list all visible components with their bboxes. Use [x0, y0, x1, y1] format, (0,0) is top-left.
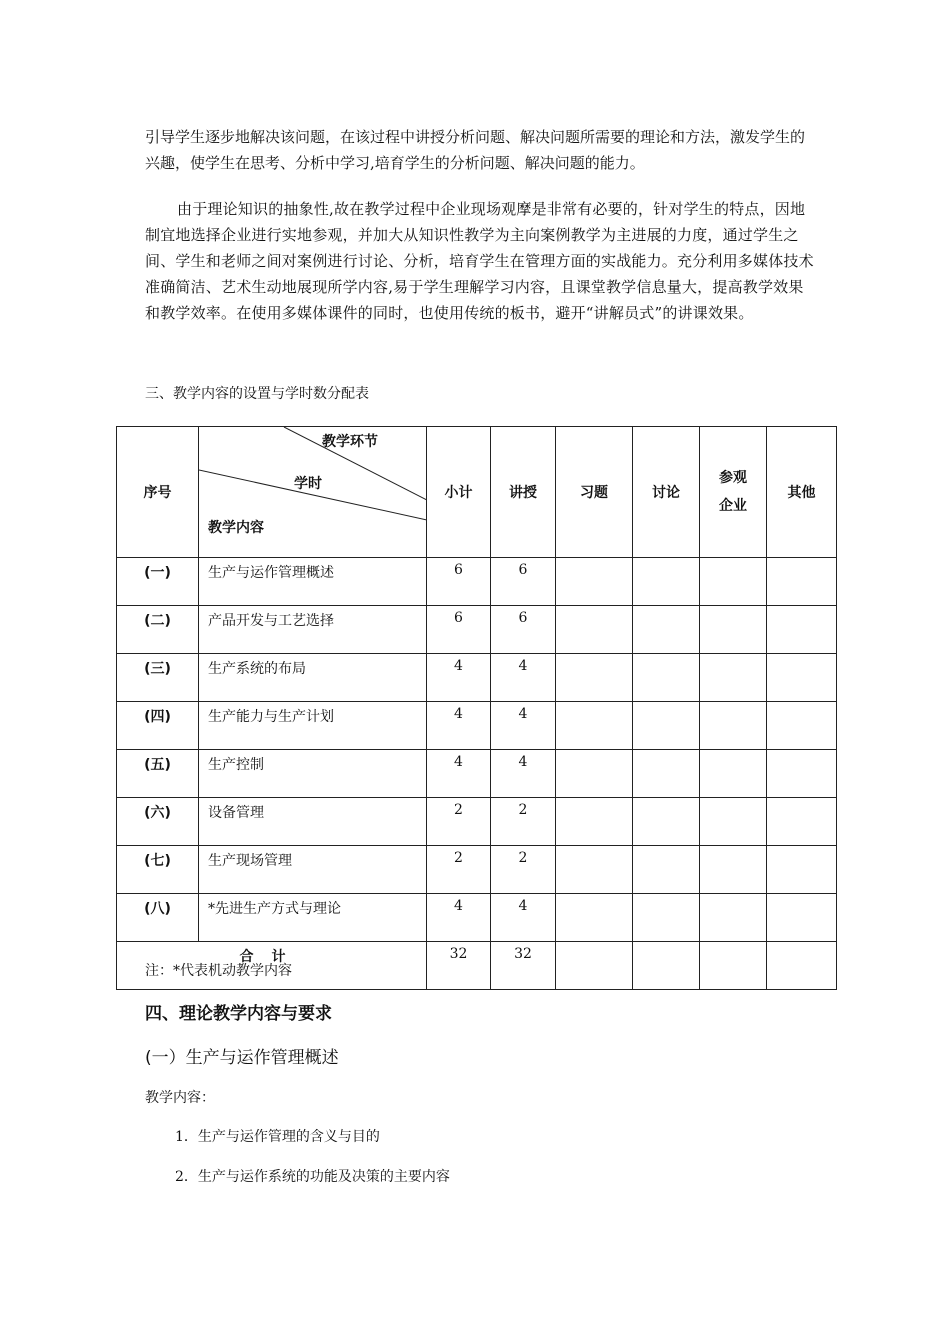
row-no: (三): [117, 654, 199, 702]
table-note: 注：*代表机动教学内容: [145, 963, 292, 979]
row-discussion: [633, 702, 700, 750]
row-other: [767, 558, 837, 606]
table-header-row: [117, 427, 837, 558]
total-subtotal: 32: [427, 942, 491, 990]
total-label: 合计: [117, 942, 427, 990]
row-visit: [700, 702, 767, 750]
table-row: [117, 654, 837, 702]
row-subtotal: 2: [427, 798, 491, 846]
row-exercise: [556, 702, 633, 750]
total-visit: [700, 942, 767, 990]
row-subtotal: 4: [427, 750, 491, 798]
header-lecture: 讲授: [491, 427, 556, 558]
row-exercise: [556, 654, 633, 702]
row-no: (七): [117, 846, 199, 894]
row-visit: [700, 846, 767, 894]
header-exercise: 习题: [556, 427, 633, 558]
row-discussion: [633, 750, 700, 798]
table-row: [117, 894, 837, 942]
row-visit: [700, 558, 767, 606]
header-hours: 学时: [294, 476, 322, 492]
content-item: 1．生产与运作管理的含义与目的: [175, 1129, 380, 1145]
row-subtotal: 2: [427, 846, 491, 894]
row-lecture: 2: [491, 798, 556, 846]
row-exercise: [556, 894, 633, 942]
paragraph-teaching-method: 引导学生逐步地解决该问题，在该过程中讲授分析问题、解决问题所需要的理论和方法，激发学生的兴趣，使学生在思考、分析中学习,培育学生的分析问题、解决问题的能力。: [145, 128, 806, 172]
row-discussion: [633, 846, 700, 894]
section-4-title: 四、理论教学内容与要求: [145, 1004, 332, 1024]
table-row: [117, 702, 837, 750]
row-name: 设备管理: [199, 798, 427, 846]
table-row: [117, 798, 837, 846]
row-lecture: 2: [491, 846, 556, 894]
row-visit: [700, 894, 767, 942]
header-visit: 参观企业: [700, 427, 767, 558]
row-name: *先进生产方式与理论: [199, 894, 427, 942]
row-exercise: [556, 750, 633, 798]
total-lecture: 32: [491, 942, 556, 990]
row-lecture: 4: [491, 702, 556, 750]
row-visit: [700, 750, 767, 798]
row-other: [767, 654, 837, 702]
section-3-title: 三、教学内容的设置与学时数分配表: [145, 386, 369, 402]
row-name: 生产现场管理: [199, 846, 427, 894]
header-no: 序号: [117, 427, 199, 558]
row-no: (五): [117, 750, 199, 798]
subsection-1-title: (一）生产与运作管理概述: [145, 1048, 339, 1068]
total-discussion: [633, 942, 700, 990]
table-row: [117, 558, 837, 606]
row-name: 生产与运作管理概述: [199, 558, 427, 606]
row-name: 生产系统的布局: [199, 654, 427, 702]
row-visit: [700, 654, 767, 702]
paragraph-site-visit: 由于理论知识的抽象性,故在教学过程中企业现场观摩是非常有必要的，针对学生的特点，因地制宜地选择企业进行实地参观，并加大从知识性教学为主向案例教学为主进展的力度，通过学生之间、学生和老师之间对案例进行讨论、分析，培育学生在管理方面的实战能力。充分利用多媒体技术准确简洁、艺术生动地展现所学内容,易于学生理解学习内容，且课堂教学信息量大，提高教学效果和教学效率。在使用多媒体课件的同时，也使用传统的板书，避开“讲解员式”的讲课效果。: [145, 200, 814, 322]
row-exercise: [556, 558, 633, 606]
row-no: (四): [117, 702, 199, 750]
row-exercise: [556, 798, 633, 846]
row-other: [767, 702, 837, 750]
row-subtotal: 4: [427, 702, 491, 750]
header-teaching-stage: 教学环节: [322, 434, 378, 450]
row-name: 产品开发与工艺选择: [199, 606, 427, 654]
table-row: [117, 846, 837, 894]
row-lecture: 4: [491, 750, 556, 798]
row-discussion: [633, 606, 700, 654]
row-visit: [700, 798, 767, 846]
row-other: [767, 846, 837, 894]
row-lecture: 6: [491, 558, 556, 606]
content-label: 教学内容：: [145, 1090, 215, 1106]
row-exercise: [556, 606, 633, 654]
row-subtotal: 4: [427, 894, 491, 942]
row-other: [767, 894, 837, 942]
row-visit: [700, 606, 767, 654]
header-other: 其他: [767, 427, 837, 558]
total-other: [767, 942, 837, 990]
row-lecture: 6: [491, 606, 556, 654]
row-discussion: [633, 558, 700, 606]
row-other: [767, 750, 837, 798]
header-teaching-content: 教学内容: [208, 520, 264, 536]
row-discussion: [633, 798, 700, 846]
table-row: [117, 750, 837, 798]
row-exercise: [556, 846, 633, 894]
row-no: (二): [117, 606, 199, 654]
row-subtotal: 6: [427, 606, 491, 654]
row-subtotal: 6: [427, 558, 491, 606]
row-discussion: [633, 894, 700, 942]
table-row: [117, 606, 837, 654]
row-other: [767, 606, 837, 654]
row-name: 生产控制: [199, 750, 427, 798]
header-discussion: 讨论: [633, 427, 700, 558]
row-no: (六): [117, 798, 199, 846]
content-item: 2．生产与运作系统的功能及决策的主要内容: [175, 1169, 450, 1185]
header-diagonal-cell: [199, 427, 427, 558]
row-subtotal: 4: [427, 654, 491, 702]
row-name: 生产能力与生产计划: [199, 702, 427, 750]
row-other: [767, 798, 837, 846]
row-lecture: 4: [491, 894, 556, 942]
total-exercise: [556, 942, 633, 990]
row-no: (一): [117, 558, 199, 606]
row-lecture: 4: [491, 654, 556, 702]
row-discussion: [633, 654, 700, 702]
row-no: (八): [117, 894, 199, 942]
hours-allocation-table: [116, 426, 837, 990]
header-subtotal: 小计: [427, 427, 491, 558]
